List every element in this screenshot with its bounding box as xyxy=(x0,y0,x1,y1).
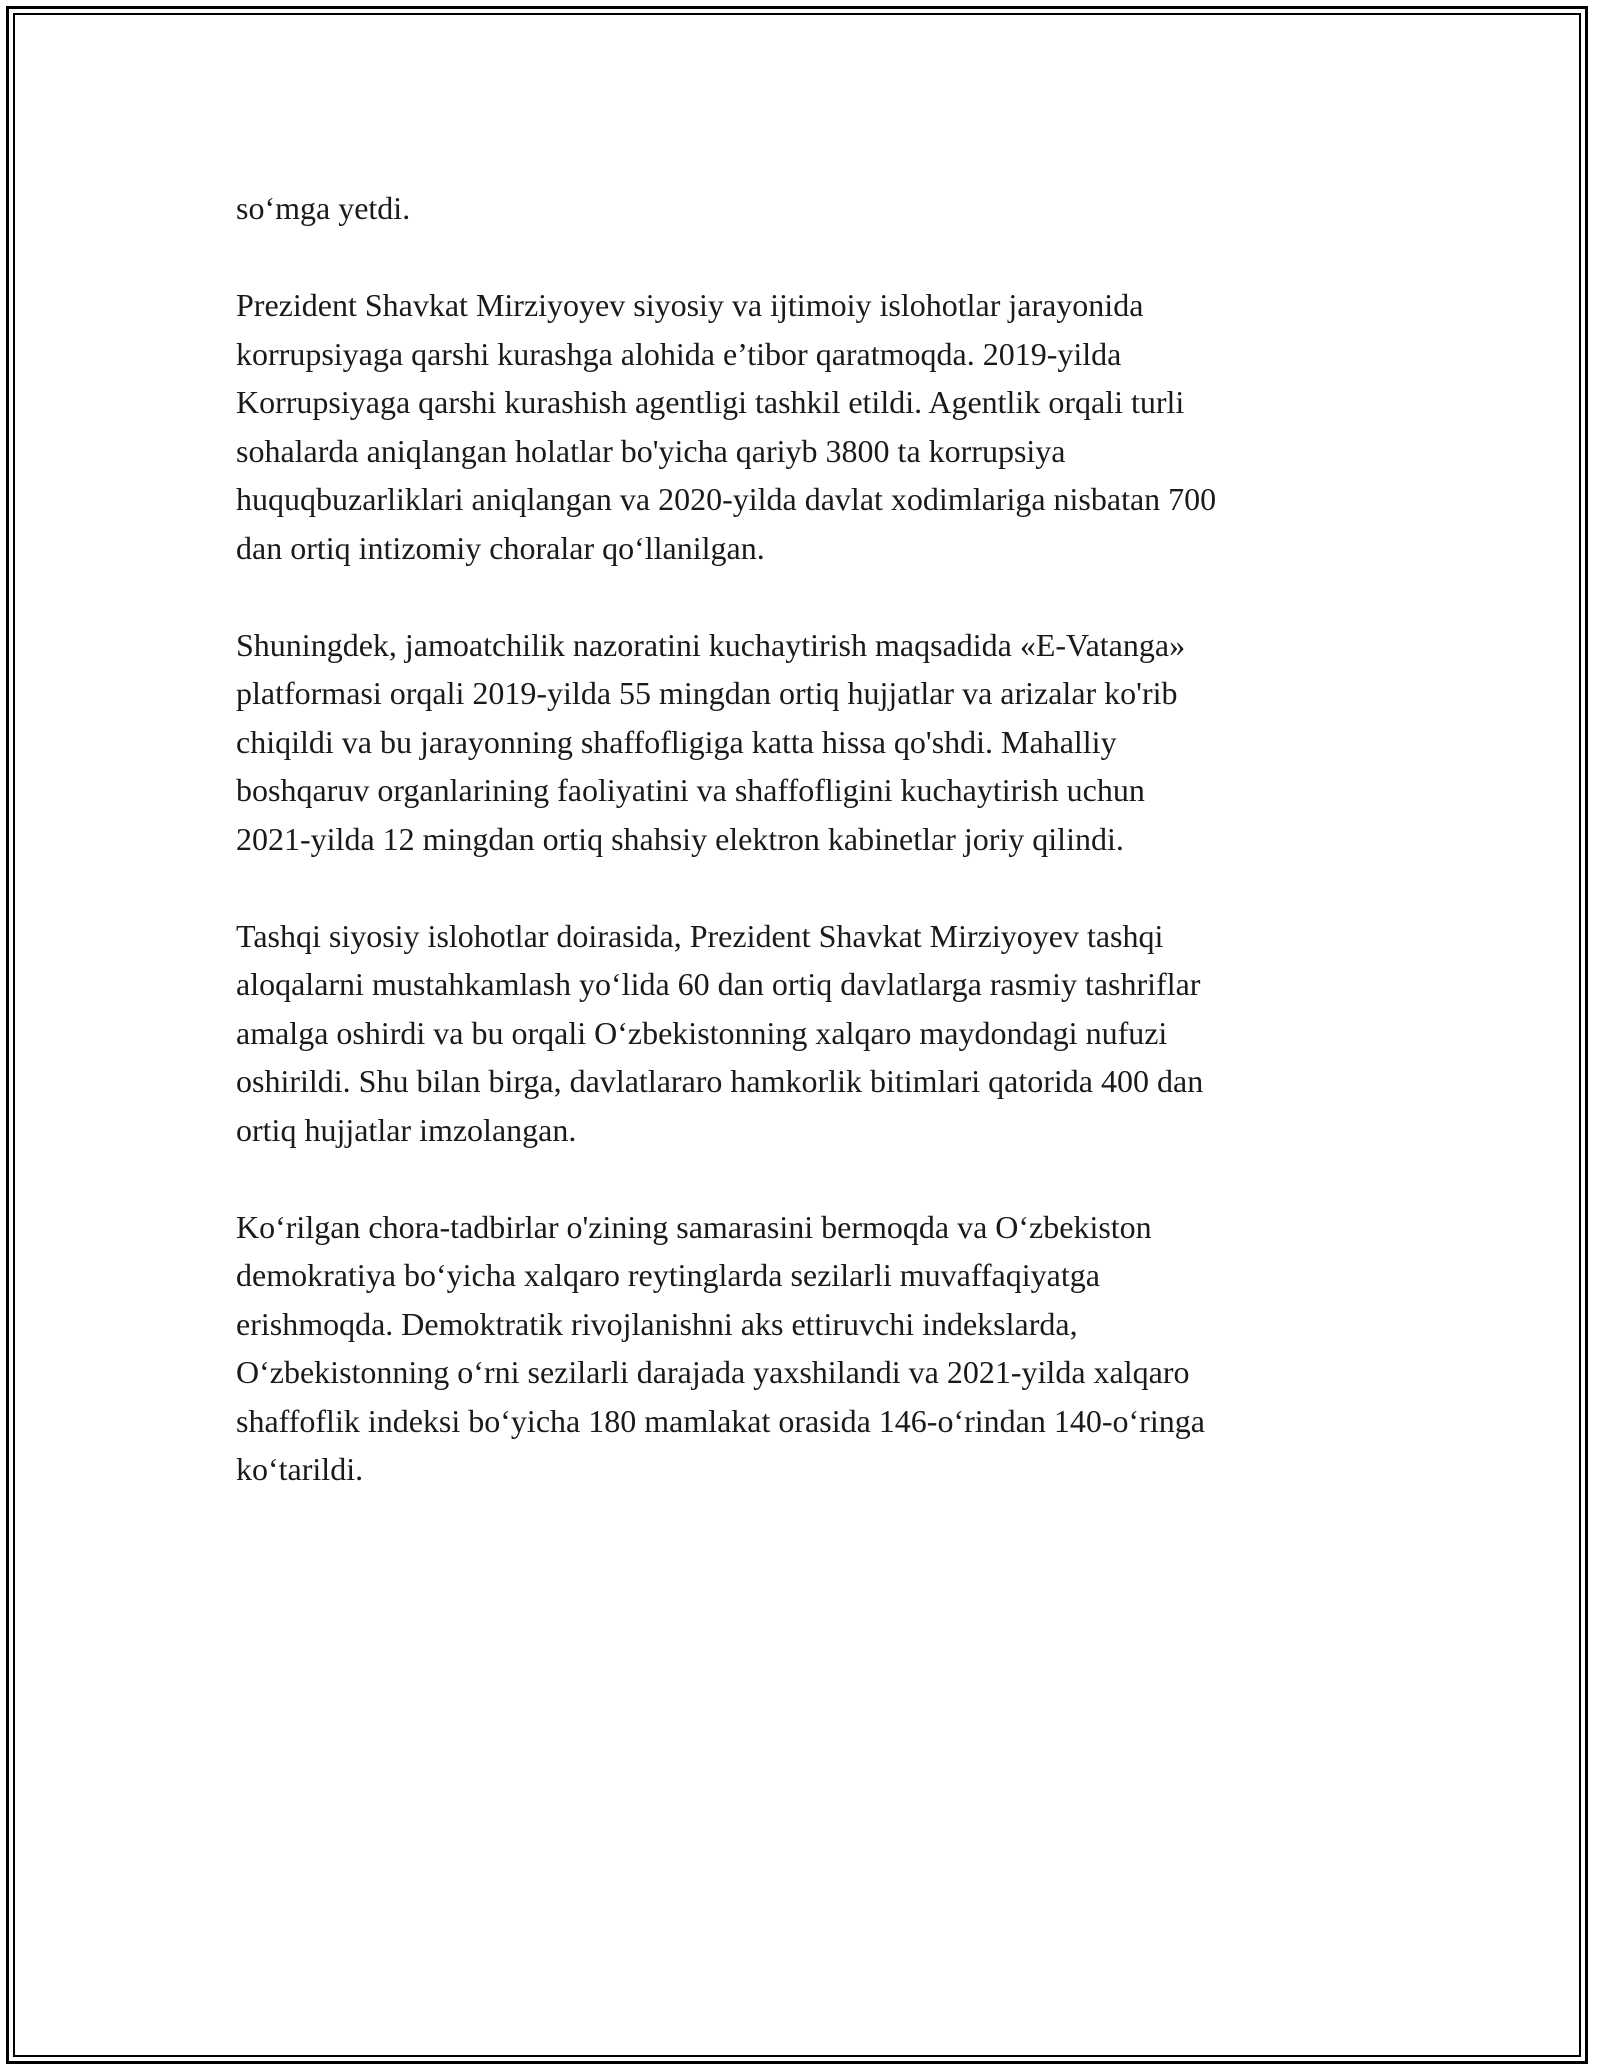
document-body xyxy=(236,184,1366,1494)
paragraph-public-oversight: Shuningdek, jamoatchilik nazoratini kuchaytirish maqsadida «E-Vatanga» platformasi orqali 2019-yilda 55 mingdan ortiq hujjatlar va arizalar ko'rib chiqildi va bu jarayonning shaffofligiga katta hissa qo'shdi. Mahalliy boshqaruv organlarining faoliyatini va shaffofligini kuchaytirish uchun 2021-yilda 12 mingdan ortiq shahsiy elektron kabinetlar joriy qilindi. xyxy=(236,626,1186,857)
paragraph-anti-corruption: Prezident Shavkat Mirziyoyev siyosiy va ijtimoiy islohotlar jarayonida korrupsiyaga qarshi kurashga alohida e’tibor qaratmoqda. 2019-yilda Korrupsiyaga qarshi kurashish agentligi tashkil etildi. Agentlik orqali turli sohalarda aniqlangan holatlar bo'yicha qariyb 3800 ta korrupsiya huquqbuzarliklari aniqlangan va 2020-yilda davlat xodimlariga nisbatan 700 dan ortiq intizomiy choralar qo‘llanilgan. xyxy=(236,287,1217,566)
paragraph-spacer xyxy=(236,1154,1366,1203)
paragraph-spacer xyxy=(236,863,1366,912)
paragraph-foreign-policy: Tashqi siyosiy islohotlar doirasida, Prezident Shavkat Mirziyoyev tashqi aloqalarni mustahkamlash yo‘lida 60 dan ortiq davlatlarga rasmiy tashriflar amalga oshirdi va bu orqali O‘zbekistonning xalqaro maydondagi nufuzi oshirildi. Shu bilan birga, davlatlararo hamkorlik bitimlari qatorida 400 dan ortiq hujjatlar imzolangan. xyxy=(236,917,1204,1148)
paragraph-spacer xyxy=(236,233,1366,282)
paragraph-continuation: so‘mga yetdi. xyxy=(236,190,411,226)
paragraph-spacer xyxy=(236,572,1366,621)
paragraph-ratings: Ko‘rilgan chora-tadbirlar o'zining samarasini bermoqda va O‘zbekiston demokratiya bo‘yicha xalqaro reytinglarda sezilarli muvaffaqiyatga erishmoqda. Demoktratik rivojlanishni aks ettiruvchi indekslarda, O‘zbekistonning o‘rni sezilarli darajada yaxshilandi va 2021-yilda xalqaro shaffoflik indeksi bo‘yicha 180 mamlakat orasida 146-o‘rindan 140-o‘ringa ko‘tarildi. xyxy=(236,1208,1205,1487)
